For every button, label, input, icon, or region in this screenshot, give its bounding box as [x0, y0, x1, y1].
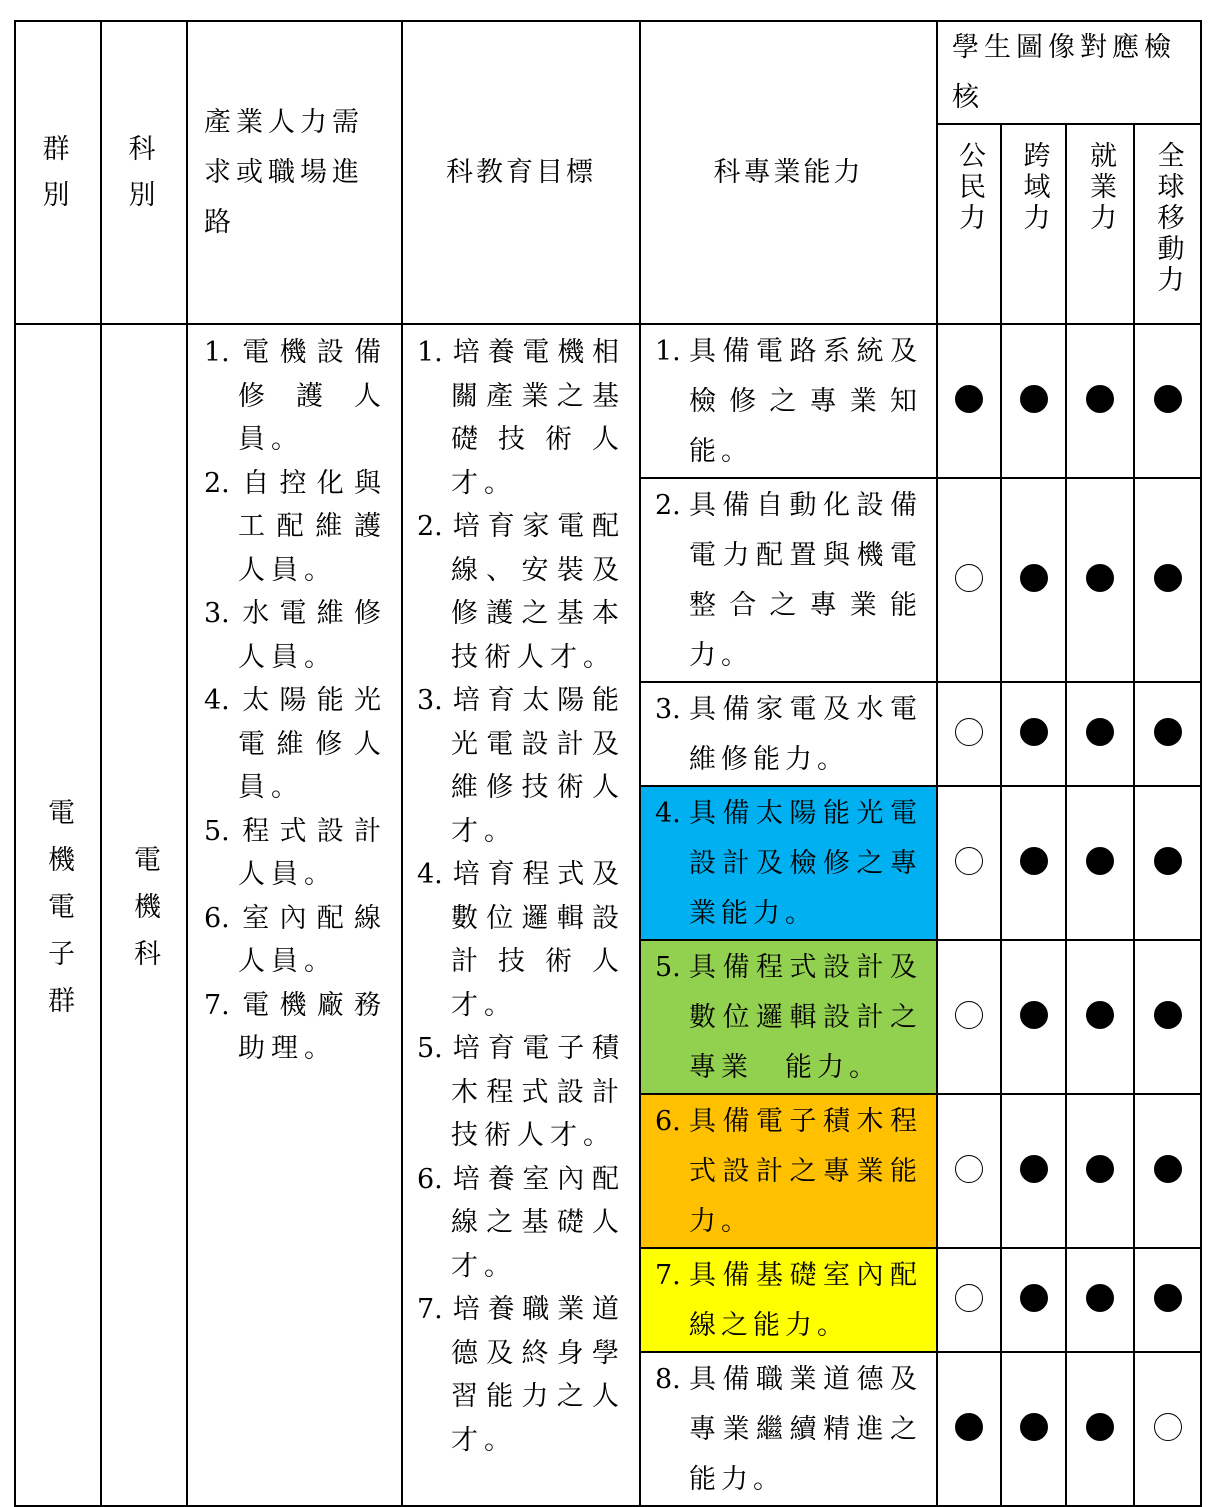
filled-circle-icon [1086, 1413, 1114, 1441]
ability-item [641, 1353, 936, 1505]
empty-circle-icon [955, 1284, 983, 1312]
portrait-mark-cell [937, 682, 1001, 786]
ability-item [641, 1095, 936, 1247]
item-number: 6. [417, 1163, 443, 1195]
portrait-mark-cell [937, 1352, 1001, 1506]
filled-circle-icon [1086, 564, 1114, 592]
header-dept: 科別 [101, 21, 187, 324]
filled-circle-icon [1086, 1155, 1114, 1183]
portrait-mark-cell [1066, 324, 1134, 478]
ability-text: 具備自動化設備電力配置與機電整合之專業能力。 [689, 490, 922, 671]
table-row [15, 324, 1201, 478]
header-portrait-col [937, 124, 1001, 324]
list-item [417, 1158, 625, 1289]
header-portrait-col [1001, 124, 1066, 324]
empty-circle-icon [955, 564, 983, 592]
filled-circle-icon [1020, 1413, 1048, 1441]
empty-circle-icon [955, 1001, 983, 1029]
goals-list [417, 331, 625, 1462]
empty-circle-icon [955, 1155, 983, 1183]
item-text: 培養室內配線之基礎人才。 [451, 1163, 625, 1282]
ability-cell [640, 940, 937, 1094]
list-item [204, 462, 387, 593]
portrait-mark-cell [1134, 478, 1201, 682]
header-portrait: 學生圖像對應檢核 [937, 21, 1201, 124]
item-number: 2. [417, 511, 443, 542]
item-number: 5. [204, 815, 230, 847]
list-item [204, 810, 387, 897]
header-goals: 科教育目標 [402, 21, 640, 324]
portrait-mark-cell [1134, 1352, 1201, 1506]
item-text: 電機設備修護人員。 [238, 337, 387, 455]
filled-circle-icon [1154, 1001, 1182, 1029]
header-portrait-col [1066, 124, 1134, 324]
item-text: 培育電子積木程式設計技術人才。 [451, 1033, 625, 1151]
portrait-mark-cell [1134, 940, 1201, 1094]
item-text: 水電維修人員。 [238, 598, 387, 673]
portrait-mark-cell [1066, 1094, 1134, 1248]
portrait-mark-cell [1066, 940, 1134, 1094]
list-item [417, 505, 625, 679]
portrait-mark-cell [1134, 1248, 1201, 1352]
portrait-mark-cell [1134, 786, 1201, 940]
portrait-mark-cell [1001, 682, 1066, 786]
filled-circle-icon [1020, 847, 1048, 875]
dept-cell [101, 324, 187, 1506]
filled-circle-icon [1020, 1001, 1048, 1029]
ability-cell [640, 1248, 937, 1352]
ability-number: 6. [655, 1106, 681, 1137]
dept-name: 電機科 [129, 844, 160, 986]
portrait-col-label: 全球移動力 [1152, 141, 1184, 296]
ability-number: 5. [655, 952, 681, 983]
portrait-mark-cell [937, 1094, 1001, 1248]
filled-circle-icon [1086, 847, 1114, 875]
industry-list [204, 331, 387, 1071]
item-number: 4. [204, 685, 230, 716]
list-item [417, 679, 625, 853]
portrait-col-label: 公民力 [954, 141, 985, 234]
item-text: 培育太陽能光電設計及維修技術人才。 [451, 685, 625, 847]
ability-text: 具備職業道德及專業繼續精進之能力。 [689, 1364, 922, 1495]
portrait-mark-cell [1066, 478, 1134, 682]
filled-circle-icon [1086, 718, 1114, 746]
filled-circle-icon [955, 385, 983, 413]
ability-number: 1. [655, 336, 681, 367]
filled-circle-icon [1154, 564, 1182, 592]
ability-cell [640, 1352, 937, 1506]
ability-text: 具備電路系統及檢修之專業知能。 [689, 336, 922, 467]
item-number: 7. [204, 989, 230, 1021]
filled-circle-icon [1154, 385, 1182, 413]
list-item [417, 331, 625, 505]
ability-cell [640, 1094, 937, 1248]
ability-item [641, 1249, 936, 1351]
item-number: 6. [204, 902, 230, 934]
filled-circle-icon [1020, 718, 1048, 746]
filled-circle-icon [1086, 385, 1114, 413]
ability-item [641, 787, 936, 939]
header-portrait-col [1134, 124, 1201, 324]
ability-cell [640, 478, 937, 682]
empty-circle-icon [955, 718, 983, 746]
portrait-mark-cell [1066, 786, 1134, 940]
ability-text: 具備基礎室內配線之能力。 [689, 1260, 922, 1341]
ability-text: 具備家電及水電維修能力。 [689, 694, 922, 775]
group-cell [15, 324, 101, 1506]
ability-text: 具備太陽能光電設計及檢修之專業能力。 [689, 798, 922, 929]
item-text: 培養電機相關產業之基礎技術人才。 [451, 337, 625, 499]
ability-item [641, 941, 936, 1093]
portrait-mark-cell [937, 1248, 1001, 1352]
filled-circle-icon [1020, 1284, 1048, 1312]
item-text: 培育程式及數位邏輯設計技術人才。 [451, 859, 625, 1021]
ability-text: 具備電子積木程式設計之專業能力。 [689, 1106, 922, 1237]
list-item [204, 592, 387, 679]
item-text: 程式設計人員。 [238, 815, 387, 890]
list-item [417, 1288, 625, 1462]
portrait-mark-cell [1001, 786, 1066, 940]
list-item [204, 897, 387, 984]
empty-circle-icon [955, 847, 983, 875]
portrait-mark-cell [1001, 1352, 1066, 1506]
filled-circle-icon [1154, 718, 1182, 746]
portrait-mark-cell [937, 478, 1001, 682]
portrait-mark-cell [1001, 324, 1066, 478]
list-item [204, 331, 387, 462]
header-industry: 產業人力需求或職場進路 [187, 21, 402, 324]
item-number: 3. [204, 598, 230, 629]
curriculum-table [14, 20, 1202, 1507]
ability-number: 2. [655, 490, 681, 521]
item-text: 室內配線人員。 [238, 902, 387, 977]
ability-cell [640, 786, 937, 940]
header-abilities: 科專業能力 [640, 21, 937, 324]
ability-item [641, 683, 936, 785]
goals-cell [402, 324, 640, 1506]
item-number: 2. [204, 467, 230, 499]
ability-cell [640, 682, 937, 786]
list-item [417, 1027, 625, 1158]
portrait-mark-cell [1134, 682, 1201, 786]
filled-circle-icon [1154, 1284, 1182, 1312]
item-text: 自控化與工配維護人員。 [238, 467, 387, 586]
portrait-mark-cell [1066, 1352, 1134, 1506]
item-number: 5. [417, 1033, 443, 1064]
portrait-mark-cell [1001, 1094, 1066, 1248]
ability-number: 8. [655, 1364, 681, 1395]
ability-number: 4. [655, 798, 681, 829]
header-group: 群別 [15, 21, 101, 324]
filled-circle-icon [1086, 1001, 1114, 1029]
portrait-mark-cell [1001, 478, 1066, 682]
ability-cell [640, 324, 937, 478]
item-text: 培養職業道德及終身學習能力之人才。 [451, 1294, 625, 1456]
ability-text: 具備程式設計及數位邏輯設計之專業 能力。 [689, 952, 922, 1083]
portrait-mark-cell [1066, 682, 1134, 786]
ability-number: 7. [655, 1260, 681, 1291]
portrait-col-label: 就業力 [1085, 141, 1116, 234]
filled-circle-icon [1154, 1155, 1182, 1183]
portrait-mark-cell [1134, 1094, 1201, 1248]
filled-circle-icon [1020, 564, 1048, 592]
industry-cell [187, 324, 402, 1506]
portrait-mark-cell [937, 786, 1001, 940]
item-text: 培育家電配線、安裝及修護之基本技術人才。 [451, 511, 625, 673]
portrait-mark-cell [1001, 1248, 1066, 1352]
portrait-mark-cell [1066, 1248, 1134, 1352]
filled-circle-icon [1020, 1155, 1048, 1183]
empty-circle-icon [1154, 1413, 1182, 1441]
item-text: 電機廠務助理。 [238, 989, 387, 1064]
group-name: 電機電子群 [43, 797, 74, 1033]
item-number: 1. [204, 337, 230, 368]
list-item [204, 679, 387, 810]
filled-circle-icon [1020, 385, 1048, 413]
item-number: 7. [417, 1294, 443, 1325]
filled-circle-icon [1154, 847, 1182, 875]
portrait-mark-cell [1001, 940, 1066, 1094]
item-number: 1. [417, 337, 443, 368]
portrait-mark-cell [937, 324, 1001, 478]
portrait-col-label: 跨域力 [1018, 141, 1050, 234]
portrait-mark-cell [937, 940, 1001, 1094]
item-text: 太陽能光電維修人員。 [238, 685, 387, 803]
list-item [417, 853, 625, 1027]
filled-circle-icon [955, 1413, 983, 1441]
portrait-mark-cell [1134, 324, 1201, 478]
ability-item [641, 479, 936, 681]
list-item [204, 984, 387, 1071]
ability-item [641, 325, 936, 477]
item-number: 3. [417, 685, 443, 716]
filled-circle-icon [1086, 1284, 1114, 1312]
item-number: 4. [417, 859, 443, 890]
ability-number: 3. [655, 694, 681, 725]
